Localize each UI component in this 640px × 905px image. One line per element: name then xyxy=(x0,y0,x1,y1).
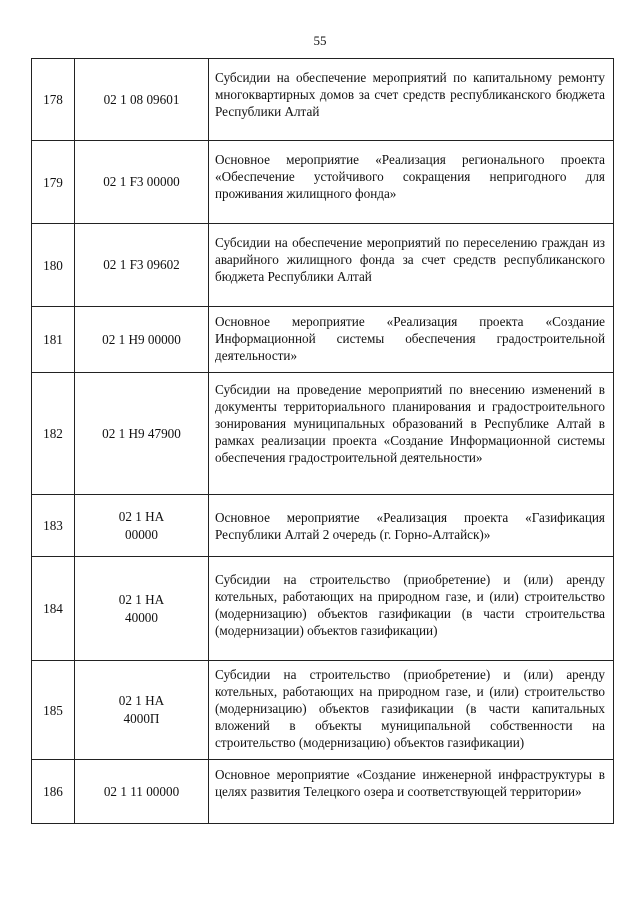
budget-code xyxy=(75,141,209,224)
row-description xyxy=(209,760,614,824)
row-description-text: Основное мероприятие «Реализация проекта «Создание Информационной системы обеспечения градостроительной деятельности» xyxy=(215,314,605,363)
table-row xyxy=(32,557,614,661)
budget-code-text: 02 1 НА 4000П xyxy=(118,693,165,726)
row-number: 182 xyxy=(32,373,75,495)
budget-code xyxy=(75,661,209,760)
table-row xyxy=(32,141,614,224)
row-description-text: Основное мероприятие «Реализация регионального проекта «Обеспечение устойчивого сокращения непригодного для проживания жилищного фонда» xyxy=(215,152,605,201)
table-row xyxy=(32,59,614,141)
row-number: 178 xyxy=(32,59,75,141)
budget-code-text: 02 1 08 09601 xyxy=(103,91,180,107)
budget-code-text: 02 1 Н9 00000 xyxy=(102,331,181,347)
row-number: 186 xyxy=(32,760,75,824)
row-description-text: Субсидии на обеспечение мероприятий по капитальному ремонту многоквартирных домов за счет средств республиканского бюджета Республики Алтай xyxy=(215,70,605,119)
row-number: 184 xyxy=(32,557,75,661)
row-description-text: Основное мероприятие «Реализация проекта «Газификация Республики Алтай 2 очередь (г. Горно-Алтайск)» xyxy=(215,509,605,542)
row-description-text: Субсидии на обеспечение мероприятий по переселению граждан из аварийного жилищного фонда за счет средств республиканского бюджета Республики Алтай xyxy=(215,235,605,284)
row-number: 181 xyxy=(32,307,75,373)
budget-code xyxy=(75,557,209,661)
row-description xyxy=(209,373,614,495)
page-number: 55 xyxy=(313,33,327,48)
budget-code xyxy=(75,495,209,557)
budget-code-text: 02 1 Н9 47900 xyxy=(102,425,181,441)
budget-code xyxy=(75,59,209,141)
budget-code xyxy=(75,224,209,307)
budget-code xyxy=(75,373,209,495)
row-description-text: Основное мероприятие «Создание инженерной инфраструктуры в целях развития Телецкого озера и соответствующей территории» xyxy=(215,767,605,799)
table-row xyxy=(32,307,614,373)
row-description xyxy=(209,141,614,224)
table-row xyxy=(32,661,614,760)
row-description xyxy=(209,59,614,141)
budget-code xyxy=(75,760,209,824)
row-description xyxy=(209,307,614,373)
row-number: 180 xyxy=(32,224,75,307)
budget-classification-table xyxy=(31,58,614,824)
row-number: 179 xyxy=(32,141,75,224)
row-description xyxy=(209,661,614,760)
row-description xyxy=(209,224,614,307)
budget-code-text: 02 1 НА 40000 xyxy=(118,591,165,625)
row-number: 183 xyxy=(32,495,75,557)
row-description xyxy=(209,495,614,557)
row-description-text: Субсидии на проведение мероприятий по внесению изменений в документы территориального планирования и градостроительного зонирования муниципальных образований в Республике Алтай в рамках реализации проекта «Создание Информационной системы обеспечения градостроительной деятельности» xyxy=(215,382,605,465)
table-row xyxy=(32,373,614,495)
row-description-text: Субсидии на строительство (приобретение) и (или) аренду котельных, работающих на природном газе, и (или) строительство (модернизацию) объектов газификации (в части строительства (модернизации) объектов газификации) xyxy=(215,572,605,638)
table-row xyxy=(32,760,614,824)
row-description xyxy=(209,557,614,661)
budget-code-text: 02 1 11 00000 xyxy=(103,783,180,799)
budget-code-text: 02 1 F3 00000 xyxy=(103,174,180,189)
table-row xyxy=(32,224,614,307)
budget-code-text: 02 1 НА 00000 xyxy=(118,508,165,542)
row-number: 185 xyxy=(32,661,75,760)
table-row xyxy=(32,495,614,557)
row-description-text: Субсидии на строительство (приобретение) и (или) аренду котельных, работающих на природном газе, и (или) строительство (модернизацию) объектов газификации (в части капитальных вложений в объекты муниципальной собственности на строительство (модернизацию) объектов газификации) xyxy=(215,667,605,750)
budget-code xyxy=(75,307,209,373)
budget-code-text: 02 1 F3 09602 xyxy=(103,257,180,272)
